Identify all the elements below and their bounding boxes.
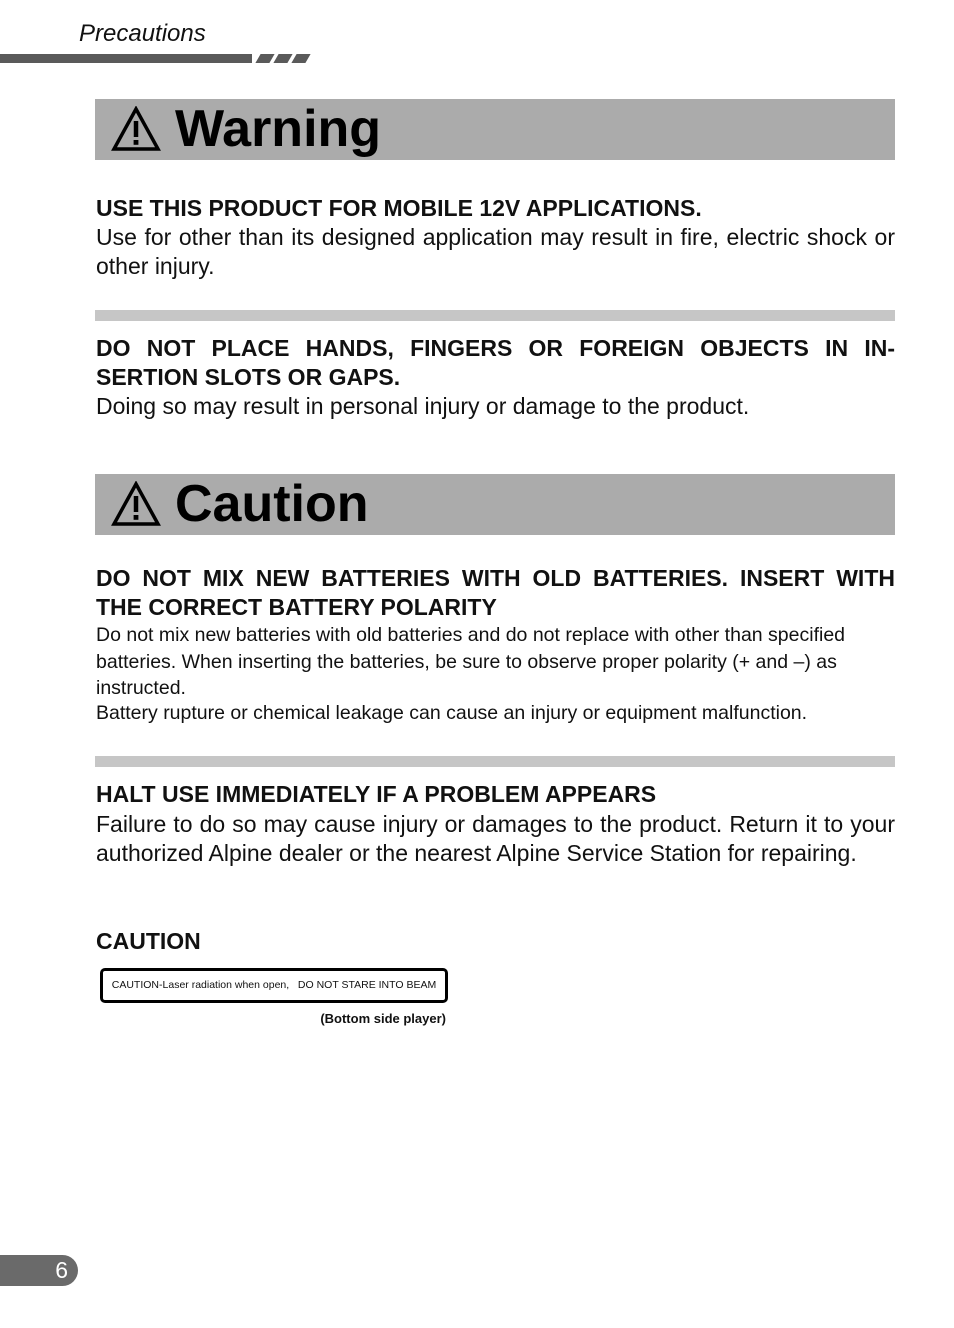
header-stripe (273, 54, 292, 63)
warning-title: Warning (175, 100, 382, 158)
caution-heading-1: DO NOT MIX NEW BATTERIES WITH OLD BATTERIES. INSERT WITH THE CORRECT BATTERY POLARITY (96, 565, 895, 620)
warning-triangle-icon (111, 106, 161, 152)
section-divider (95, 310, 895, 321)
label-location-note: (Bottom side player) (320, 1011, 446, 1026)
header-rule (0, 54, 252, 63)
caution-body-1: Do not mix new batteries with old batteries and do not replace with other than specified batteries. When inserting the batteries, be sure to observe proper polarity (+ and –) as instructed. (96, 624, 846, 699)
header-stripe (291, 54, 310, 63)
section-divider (95, 756, 895, 767)
laser-caution-label: CAUTION-Laser radiation when open, DO NOT STARE INTO BEAM (100, 968, 448, 1003)
page-number-tab (0, 1255, 78, 1286)
warning-heading-1: USE THIS PRODUCT FOR MOBILE 12V APPLICATIONS. (96, 195, 702, 221)
caution-title: Caution (175, 475, 369, 533)
warning-banner (95, 99, 895, 160)
warning-triangle-icon (111, 481, 161, 527)
caution-body-1b: Battery rupture or chemical leakage can cause an injury or equipment malfunction. (96, 702, 808, 724)
warning-body-2: Doing so may result in personal injury or damage to the product. (96, 393, 750, 419)
page-number: 6 (55, 1257, 68, 1283)
caution-body-2: Failure to do so may cause injury or damages to the product. Return it to your authorized Alpine dealer or the nearest Alpine Service Station for repairing. (96, 811, 895, 866)
header-stripe (255, 54, 274, 63)
laser-caution-heading: CAUTION (96, 928, 201, 954)
section-label: Precautions (79, 20, 206, 47)
caution-heading-2: HALT USE IMMEDIATELY IF A PROBLEM APPEARS (96, 781, 657, 807)
warning-body-1: Use for other than its designed application may result in fire, electric shock or other injury. (96, 224, 895, 279)
warning-heading-2: DO NOT PLACE HANDS, FINGERS OR FOREIGN OBJECTS IN IN-SERTION SLOTS OR GAPS. (96, 335, 895, 390)
caution-banner (95, 474, 895, 535)
